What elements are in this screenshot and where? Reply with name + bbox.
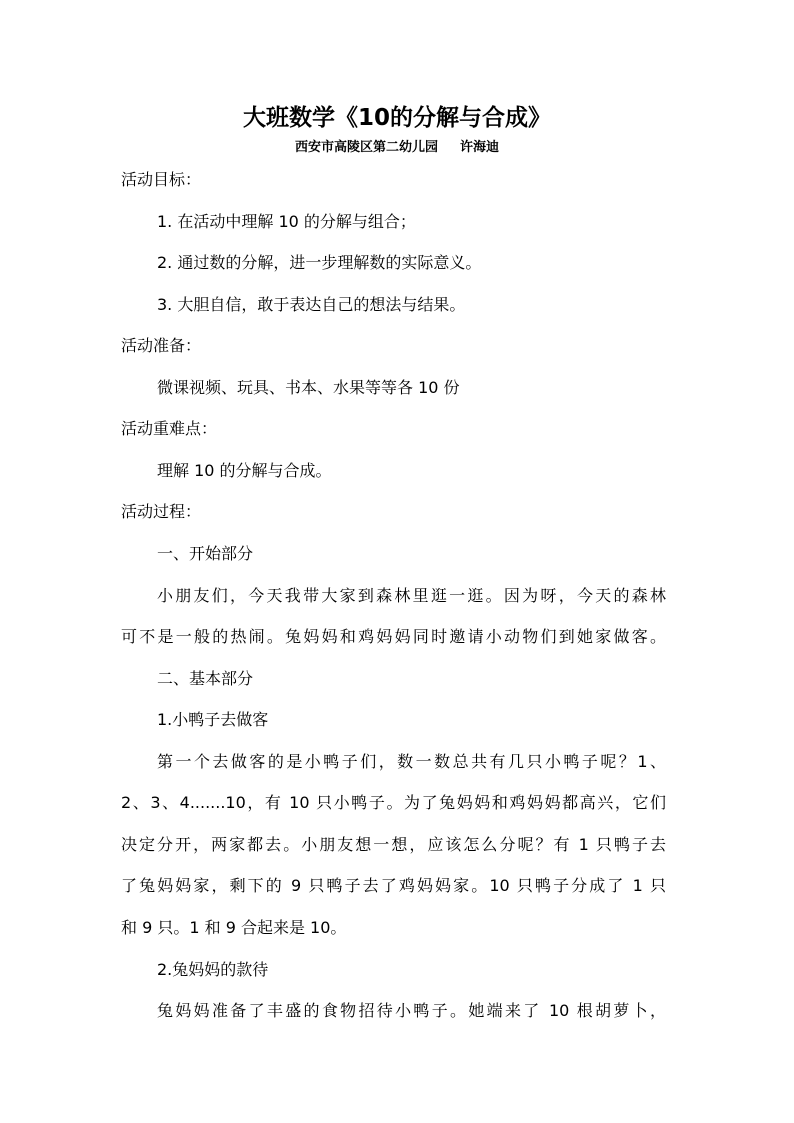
section-heading-key-points: 活动重难点： (121, 419, 218, 438)
paragraph-line: 决定分开，两家都去。小朋友想一想，应该怎么分呢？有 1 只鸭子去 (121, 835, 666, 854)
author-line (0, 138, 794, 158)
paragraph-line: 兔妈妈准备了丰盛的食物招待小鸭子。她端来了 10 根胡萝卜， (157, 1001, 666, 1020)
subheading-rabbit: 2.兔妈妈的款待 (157, 960, 269, 979)
paragraph-line: 第一个去做客的是小鸭子们，数一数总共有几只小鸭子呢？1、 (157, 752, 666, 771)
paragraph-line: 小朋友们，今天我带大家到森林里逛一逛。因为呀，今天的森林 (157, 586, 666, 605)
paragraph-line: 和 9 只。1 和 9 合起来是 10。 (121, 918, 347, 937)
preparation-text: 微课视频、玩具、书本、水果等等各 10 份 (157, 378, 460, 397)
section-heading-goals: 活动目标： (121, 170, 202, 189)
paragraph-line: 2、3、4.......10，有 10 只小鸭子。为了兔妈妈和鸡妈妈都高兴，它们 (121, 793, 666, 812)
goal-item-2: 2. 通过数的分解，进一步理解数的实际意义。 (157, 253, 482, 272)
subheading-ducks: 1.小鸭子去做客 (157, 710, 269, 729)
section-heading-preparation: 活动准备： (121, 336, 202, 355)
goal-item-3: 3. 大胆自信，敢于表达自己的想法与结果。 (157, 295, 466, 314)
paragraph-line: 了兔妈妈家，剩下的 9 只鸭子去了鸡妈妈家。10 只鸭子分成了 1 只 (121, 876, 666, 895)
subheading-main: 二、基本部分 (157, 669, 254, 688)
author-school: 西安市高陵区第二幼儿园 (294, 140, 438, 155)
section-heading-process: 活动过程： (121, 502, 202, 521)
document-title: 大班数学《10的分解与合成》 (242, 105, 551, 131)
author-name: 许海迪 (460, 140, 500, 155)
key-points-text: 理解 10 的分解与合成。 (157, 461, 332, 480)
goal-item-1: 1. 在活动中理解 10 的分解与组合； (157, 212, 416, 231)
subheading-opening: 一、开始部分 (157, 544, 254, 563)
paragraph-line: 可不是一般的热闹。兔妈妈和鸡妈妈同时邀请小动物们到她家做客。 (121, 627, 666, 646)
